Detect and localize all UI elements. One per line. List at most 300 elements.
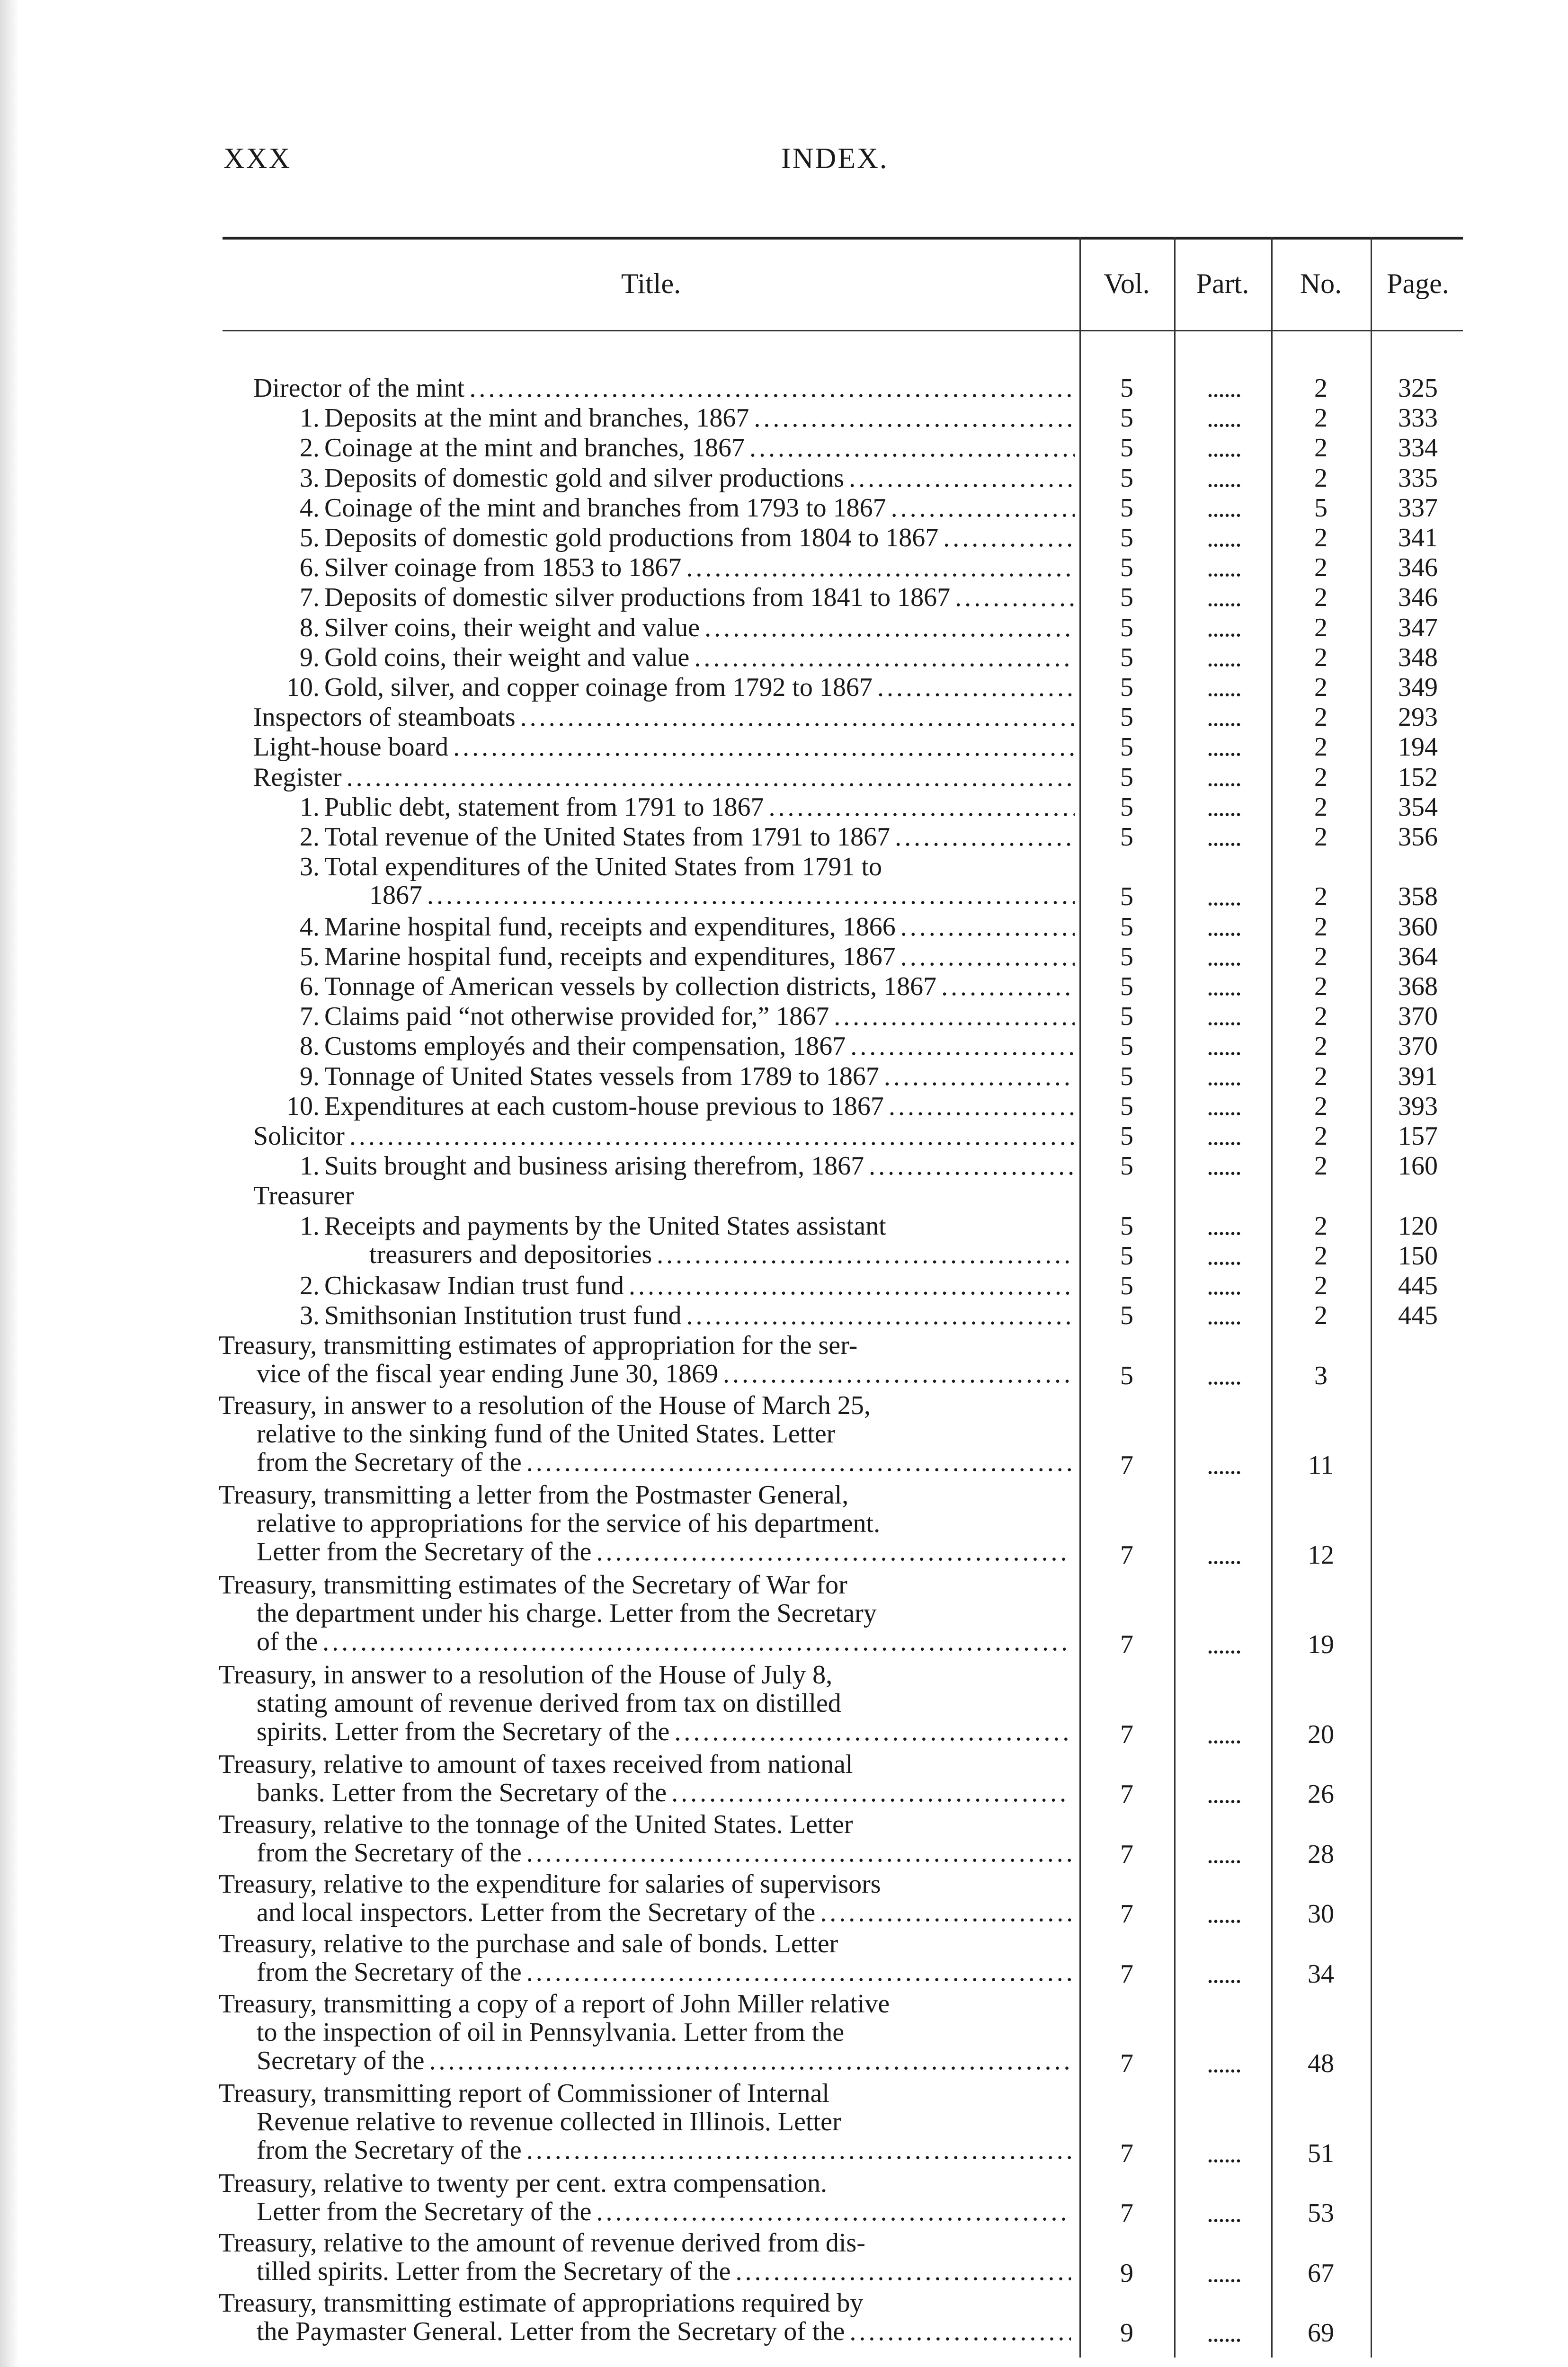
entry-title	[253, 703, 1075, 731]
entry-text: Treasurer	[253, 1182, 354, 1210]
no-cell: 2	[1314, 1271, 1327, 1300]
table-row	[0, 1092, 1568, 1122]
entry-title-line	[219, 2079, 1071, 2108]
no-cell: 11	[1308, 1450, 1334, 1480]
no-cell: 20	[1308, 1719, 1334, 1749]
entry-text: Treasury, transmitting a copy of a report of John Miller relative	[219, 1989, 890, 2018]
entry-title-line	[219, 1958, 1071, 1986]
entry-text: Public debt, statement from 1791 to 1867	[324, 792, 764, 821]
page-cell: 358	[1398, 882, 1438, 912]
page-cell: 391	[1398, 1061, 1438, 1091]
vol-cell: 5	[1120, 1121, 1133, 1151]
no-cell: 69	[1308, 2318, 1334, 2348]
vol-cell: 7	[1120, 1959, 1133, 1989]
vol-cell: 7	[1120, 1899, 1133, 1929]
entry-title	[219, 1810, 1071, 1867]
entry-title	[275, 1272, 1075, 1300]
entry-title-line	[275, 404, 1075, 432]
entry-title-line	[275, 943, 1075, 971]
part-cell: ......	[1207, 1780, 1241, 1809]
entry-title-line	[219, 2257, 1071, 2286]
entry-title-line	[253, 374, 1075, 402]
part-cell: ......	[1207, 2258, 1241, 2288]
table-header-rule	[223, 330, 1463, 331]
entry-number: 7.	[300, 1002, 320, 1031]
table-row	[0, 1002, 1568, 1032]
entry-title-line	[219, 1717, 1071, 1746]
vol-cell: 5	[1120, 1032, 1133, 1061]
entry-title	[253, 763, 1075, 792]
entry-title	[275, 614, 1075, 642]
entry-title	[253, 1122, 1075, 1150]
table-row	[0, 643, 1568, 673]
table-row	[0, 972, 1568, 1002]
entry-title-line	[275, 494, 1075, 522]
vol-cell: 7	[1120, 2138, 1133, 2168]
part-cell: ......	[1207, 882, 1241, 912]
no-cell: 2	[1314, 762, 1327, 792]
page-folio: XXX	[223, 142, 292, 175]
entry-text: from the Secretary of the	[257, 1448, 522, 1477]
entry-title-line	[275, 1272, 1075, 1300]
entry-text: relative to appropriations for the service of his department.	[257, 1509, 881, 1538]
entry-title-line	[275, 1212, 1075, 1240]
entry-text: Tonnage of American vessels by collection districts, 1867	[324, 972, 937, 1001]
entry-text: Deposits of domestic gold productions from 1804 to 1867	[324, 524, 939, 552]
no-cell: 2	[1314, 583, 1327, 613]
entry-title-line	[275, 913, 1075, 941]
no-cell: 26	[1308, 1780, 1334, 1809]
vol-cell: 7	[1120, 1780, 1133, 1809]
table-row	[0, 733, 1568, 763]
entry-title-line	[219, 1870, 1071, 1898]
entry-title-line	[275, 643, 1075, 672]
entry-number: 3.	[300, 1301, 320, 1330]
vol-cell: 5	[1120, 583, 1133, 613]
table-row	[0, 853, 1568, 912]
entry-number: 9.	[300, 1062, 320, 1091]
page-cell: 370	[1398, 1032, 1438, 1061]
page-cell: 293	[1398, 703, 1438, 732]
entry-title-line	[275, 793, 1075, 821]
vol-cell: 5	[1120, 1002, 1133, 1032]
entry-text: Treasury, relative to twenty per cent. extra compensation.	[219, 2169, 827, 2198]
part-cell: ......	[1207, 613, 1241, 642]
entry-title-line	[253, 1182, 1075, 1210]
entry-text: Treasury, transmitting report of Commissioner of Internal	[219, 2079, 829, 2108]
no-cell: 2	[1314, 912, 1327, 942]
entry-number: 3.	[300, 853, 320, 881]
vol-cell: 5	[1120, 1151, 1133, 1181]
entry-text: Deposits at the mint and branches, 1867	[324, 404, 749, 433]
entry-text: and local inspectors. Letter from the Secretary of the	[257, 1898, 816, 1927]
page-cell: 445	[1398, 1271, 1438, 1300]
table-row	[0, 1481, 1568, 1571]
no-cell: 2	[1314, 972, 1327, 1001]
entry-title	[275, 553, 1075, 582]
no-cell: 2	[1314, 1061, 1327, 1091]
page-cell: 393	[1398, 1091, 1438, 1121]
vol-cell: 5	[1120, 493, 1133, 523]
entry-text: Treasury, relative to amount of taxes received from national	[219, 1750, 853, 1779]
entry-text: Revenue relative to revenue collected in Illinois. Letter	[257, 2108, 841, 2136]
entry-title	[275, 793, 1075, 821]
entry-text: Treasury, transmitting a letter from the Postmaster General,	[219, 1481, 849, 1510]
part-cell: ......	[1207, 493, 1241, 523]
vol-cell: 5	[1120, 463, 1133, 493]
table-row	[0, 1301, 1568, 1331]
entry-number: 4.	[300, 912, 320, 941]
table-row	[0, 374, 1568, 404]
no-cell: 2	[1314, 1301, 1327, 1331]
entry-title	[275, 972, 1075, 1001]
vol-cell: 5	[1120, 792, 1133, 822]
column-header-page: Page.	[1387, 268, 1449, 299]
entry-text: Treasury, relative to the amount of revenue derived from dis-	[219, 2229, 865, 2258]
no-cell: 34	[1308, 1959, 1334, 1989]
table-row	[0, 793, 1568, 823]
table-row	[0, 823, 1568, 853]
no-cell: 19	[1308, 1630, 1334, 1660]
part-cell: ......	[1207, 792, 1241, 822]
table-row	[0, 673, 1568, 703]
page-cell: 150	[1398, 1241, 1438, 1271]
part-cell: ......	[1207, 2138, 1241, 2168]
entry-number: 8.	[300, 1032, 320, 1061]
no-cell: 2	[1314, 1032, 1327, 1061]
part-cell: ......	[1207, 1271, 1241, 1300]
entry-text: Expenditures at each custom-house previous to 1867	[324, 1092, 884, 1121]
entry-title-line	[253, 703, 1075, 731]
vol-cell: 5	[1120, 912, 1133, 942]
entry-text: 1867	[369, 881, 422, 910]
no-cell: 2	[1314, 673, 1327, 702]
entry-text: Secretary of the	[257, 2046, 425, 2075]
entry-title-line	[219, 1810, 1071, 1839]
entry-number: 1.	[300, 1152, 320, 1181]
entry-number: 6.	[300, 972, 320, 1001]
entry-title-line	[219, 2317, 1071, 2346]
entry-title-line	[219, 2169, 1071, 2198]
entry-title-line	[219, 1930, 1071, 1958]
entry-text: banks. Letter from the Secretary of the	[257, 1779, 667, 1807]
entry-title	[275, 1212, 1075, 1269]
part-cell: ......	[1207, 463, 1241, 493]
entry-text: stating amount of revenue derived from tax on distilled	[257, 1689, 841, 1717]
entry-title-line	[219, 2136, 1071, 2164]
part-cell: ......	[1207, 553, 1241, 583]
table-row	[0, 1391, 1568, 1481]
no-cell: 2	[1314, 613, 1327, 642]
entry-title	[219, 2289, 1071, 2346]
entry-title-line	[253, 733, 1075, 761]
entry-title	[253, 1182, 1075, 1210]
part-cell: ......	[1207, 1061, 1241, 1091]
entry-title	[275, 434, 1075, 462]
table-row	[0, 1182, 1568, 1211]
entry-number: 1.	[300, 404, 320, 433]
entry-title	[275, 524, 1075, 552]
vol-cell: 5	[1120, 1061, 1133, 1091]
page-cell: 364	[1398, 942, 1438, 971]
entry-number: 5.	[300, 524, 320, 552]
entry-title-line	[275, 853, 1075, 881]
entry-text: Smithsonian Institution trust fund	[324, 1301, 682, 1330]
entry-text: Tonnage of United States vessels from 1789 to 1867	[324, 1062, 879, 1091]
part-cell: ......	[1207, 1630, 1241, 1660]
entry-title	[275, 943, 1075, 971]
entry-text: Claims paid “not otherwise provided for,” 1867	[324, 1002, 829, 1031]
page-cell: 333	[1398, 403, 1438, 433]
entry-title	[219, 1661, 1071, 1746]
entry-title-line	[275, 1152, 1075, 1180]
vol-cell: 5	[1120, 972, 1133, 1001]
entry-number: 2.	[300, 823, 320, 851]
entry-title-line	[253, 763, 1075, 792]
entry-title	[275, 673, 1075, 702]
entry-text: Deposits of domestic silver productions from 1841 to 1867	[324, 583, 951, 612]
table-row	[0, 1990, 1568, 2080]
table-row	[0, 524, 1568, 553]
vol-cell: 5	[1120, 403, 1133, 433]
entry-title-line	[253, 1122, 1075, 1150]
page-cell: 354	[1398, 792, 1438, 822]
no-cell: 2	[1314, 1091, 1327, 1121]
entry-title-line	[219, 2229, 1071, 2257]
table-row	[0, 1122, 1568, 1152]
entry-title-line	[219, 1750, 1071, 1779]
no-cell: 28	[1308, 1839, 1334, 1869]
table-row	[0, 494, 1568, 524]
entry-number: 4.	[300, 493, 320, 522]
entry-title-line	[219, 1779, 1071, 1807]
entry-text: the Paymaster General. Letter from the Secretary of the	[257, 2317, 845, 2346]
page-cell: 349	[1398, 673, 1438, 702]
vol-cell: 5	[1120, 732, 1133, 762]
no-cell: 51	[1308, 2138, 1334, 2168]
no-cell: 2	[1314, 463, 1327, 493]
no-cell: 2	[1314, 642, 1327, 672]
no-cell: 2	[1314, 942, 1327, 971]
page-cell: 368	[1398, 972, 1438, 1001]
entry-title	[219, 1481, 1071, 1566]
page-cell: 325	[1398, 374, 1438, 403]
no-cell: 3	[1314, 1361, 1327, 1390]
entry-title	[219, 1990, 1071, 2075]
table-row	[0, 1930, 1568, 1989]
entry-title-line	[275, 614, 1075, 642]
entry-text: Director of the mint	[253, 374, 465, 402]
entry-title-line	[275, 1062, 1075, 1091]
page-cell: 356	[1398, 822, 1438, 852]
part-cell: ......	[1207, 732, 1241, 762]
entry-title	[275, 823, 1075, 851]
entry-title-line	[219, 1571, 1071, 1599]
part-cell: ......	[1207, 403, 1241, 433]
entry-text: Coinage of the mint and branches from 1793 to 1867	[324, 493, 886, 522]
entry-text: Treasury, transmitting estimate of appropriations required by	[219, 2288, 864, 2317]
entry-title-line	[275, 553, 1075, 582]
part-cell: ......	[1207, 1899, 1241, 1929]
no-cell: 2	[1314, 882, 1327, 912]
page-cell: 120	[1398, 1211, 1438, 1241]
no-cell: 2	[1314, 523, 1327, 552]
table-row	[0, 2289, 1568, 2349]
vol-cell: 7	[1120, 1839, 1133, 1869]
vol-cell: 5	[1120, 762, 1133, 792]
vol-cell: 5	[1120, 673, 1133, 702]
vol-cell: 7	[1120, 1450, 1133, 1480]
page-cell: 341	[1398, 523, 1438, 552]
entry-title	[275, 853, 1075, 909]
table-row	[0, 553, 1568, 583]
entry-title-line	[275, 673, 1075, 702]
entry-title	[275, 583, 1075, 612]
entry-title	[275, 1062, 1075, 1091]
entry-text: from the Secretary of the	[257, 2136, 522, 2165]
entry-title-line	[219, 1990, 1071, 2018]
entry-number: 1.	[300, 792, 320, 821]
entry-title	[275, 494, 1075, 522]
table-row	[0, 1152, 1568, 1182]
entry-text: vice of the fiscal year ending June 30, 1869	[257, 1360, 719, 1388]
entry-title-line	[275, 823, 1075, 851]
part-cell: ......	[1207, 1719, 1241, 1749]
table-top-rule	[223, 237, 1463, 240]
no-cell: 2	[1314, 732, 1327, 762]
vol-cell: 5	[1120, 942, 1133, 971]
entry-title-line	[275, 583, 1075, 612]
no-cell: 2	[1314, 403, 1327, 433]
table-row	[0, 1212, 1568, 1272]
entry-title-line	[219, 1360, 1071, 1388]
entry-title	[219, 1750, 1071, 1807]
entry-title-line	[219, 1420, 1071, 1448]
entry-title	[219, 1571, 1071, 1656]
entry-number: 2.	[300, 1272, 320, 1300]
entry-title-line	[219, 2018, 1071, 2047]
table-row	[0, 703, 1568, 733]
no-cell: 2	[1314, 703, 1327, 732]
entry-text: Customs employés and their compensation, 1867	[324, 1032, 846, 1061]
part-cell: ......	[1207, 1091, 1241, 1121]
vol-cell: 5	[1120, 882, 1133, 912]
vol-cell: 9	[1120, 2258, 1133, 2288]
no-cell: 2	[1314, 433, 1327, 463]
entry-title	[275, 1301, 1075, 1330]
entry-title-line	[219, 1898, 1071, 1927]
entry-title	[275, 464, 1075, 492]
no-cell: 2	[1314, 792, 1327, 822]
entry-text: Deposits of domestic gold and silver productions	[324, 463, 845, 492]
table-row	[0, 2169, 1568, 2229]
entry-title	[219, 2229, 1071, 2286]
page-cell: 157	[1398, 1121, 1438, 1151]
no-cell: 2	[1314, 553, 1327, 583]
entry-number: 10.	[286, 673, 320, 702]
no-cell: 12	[1308, 1540, 1334, 1570]
entry-title	[275, 1032, 1075, 1060]
entry-number: 8.	[300, 613, 320, 642]
no-cell: 30	[1308, 1899, 1334, 1929]
entry-text: Inspectors of steamboats	[253, 703, 516, 732]
table-row	[0, 1272, 1568, 1301]
vol-cell: 5	[1120, 822, 1133, 852]
part-cell: ......	[1207, 942, 1241, 971]
entry-title	[275, 643, 1075, 672]
entry-text: Silver coins, their weight and value	[324, 613, 700, 642]
part-cell: ......	[1207, 1361, 1241, 1390]
entry-text: of the	[257, 1628, 318, 1656]
entry-text: Total expenditures of the United States from 1791 to	[324, 853, 882, 881]
entry-title-line	[219, 1689, 1071, 1717]
entry-title-line	[219, 1331, 1071, 1360]
part-cell: ......	[1207, 1450, 1241, 1480]
entry-text: Chickasaw Indian trust fund	[324, 1272, 624, 1300]
page-cell: 348	[1398, 642, 1438, 672]
entry-text: Treasury, in answer to a resolution of the House of July 8,	[219, 1660, 833, 1689]
entry-number: 9.	[300, 643, 320, 672]
entry-title	[275, 404, 1075, 432]
vol-cell: 7	[1120, 2198, 1133, 2228]
table-row	[0, 1870, 1568, 1930]
vol-cell: 5	[1120, 523, 1133, 552]
page-cell: 334	[1398, 433, 1438, 463]
vol-cell: 5	[1120, 1241, 1133, 1271]
column-header-vol: Vol.	[1104, 268, 1150, 299]
entry-title	[253, 733, 1075, 761]
part-cell: ......	[1207, 2049, 1241, 2079]
entry-text: Gold coins, their weight and value	[324, 643, 690, 672]
vol-cell: 5	[1120, 553, 1133, 583]
vol-cell: 5	[1120, 642, 1133, 672]
vol-cell: 5	[1120, 1301, 1133, 1331]
vol-cell: 7	[1120, 2049, 1133, 2079]
part-cell: ......	[1207, 703, 1241, 732]
entry-number: 10.	[286, 1092, 320, 1121]
table-row	[0, 1032, 1568, 1062]
entry-text: Suits brought and business arising therefrom, 1867	[324, 1152, 864, 1181]
entry-text: Silver coinage from 1853 to 1867	[324, 553, 682, 582]
part-cell: ......	[1207, 1959, 1241, 1989]
vol-cell: 7	[1120, 1719, 1133, 1749]
vol-cell: 5	[1120, 374, 1133, 403]
part-cell: ......	[1207, 762, 1241, 792]
vol-cell: 5	[1120, 1091, 1133, 1121]
entry-number: 2.	[300, 434, 320, 463]
entry-text: Solicitor	[253, 1122, 345, 1150]
entry-title	[219, 2079, 1071, 2164]
part-cell: ......	[1207, 583, 1241, 613]
part-cell: ......	[1207, 523, 1241, 552]
vol-cell: 5	[1120, 1361, 1133, 1390]
table-row	[0, 1062, 1568, 1092]
table-row	[0, 434, 1568, 463]
entry-text: relative to the sinking fund of the United States. Letter	[257, 1419, 836, 1448]
no-cell: 2	[1314, 1211, 1327, 1241]
entry-text: treasurers and depositories	[369, 1240, 652, 1269]
entry-text: Marine hospital fund, receipts and expenditures, 1866	[324, 912, 896, 941]
entry-text: from the Secretary of the	[257, 1838, 522, 1867]
entry-title-line	[219, 1661, 1071, 1689]
entry-title-line	[219, 1599, 1071, 1628]
part-cell: ......	[1207, 1151, 1241, 1181]
no-cell: 53	[1308, 2198, 1334, 2228]
page-cell: 346	[1398, 553, 1438, 583]
entry-title	[275, 1092, 1075, 1121]
page-cell: 194	[1398, 732, 1438, 762]
entry-title-line	[219, 2198, 1071, 2226]
